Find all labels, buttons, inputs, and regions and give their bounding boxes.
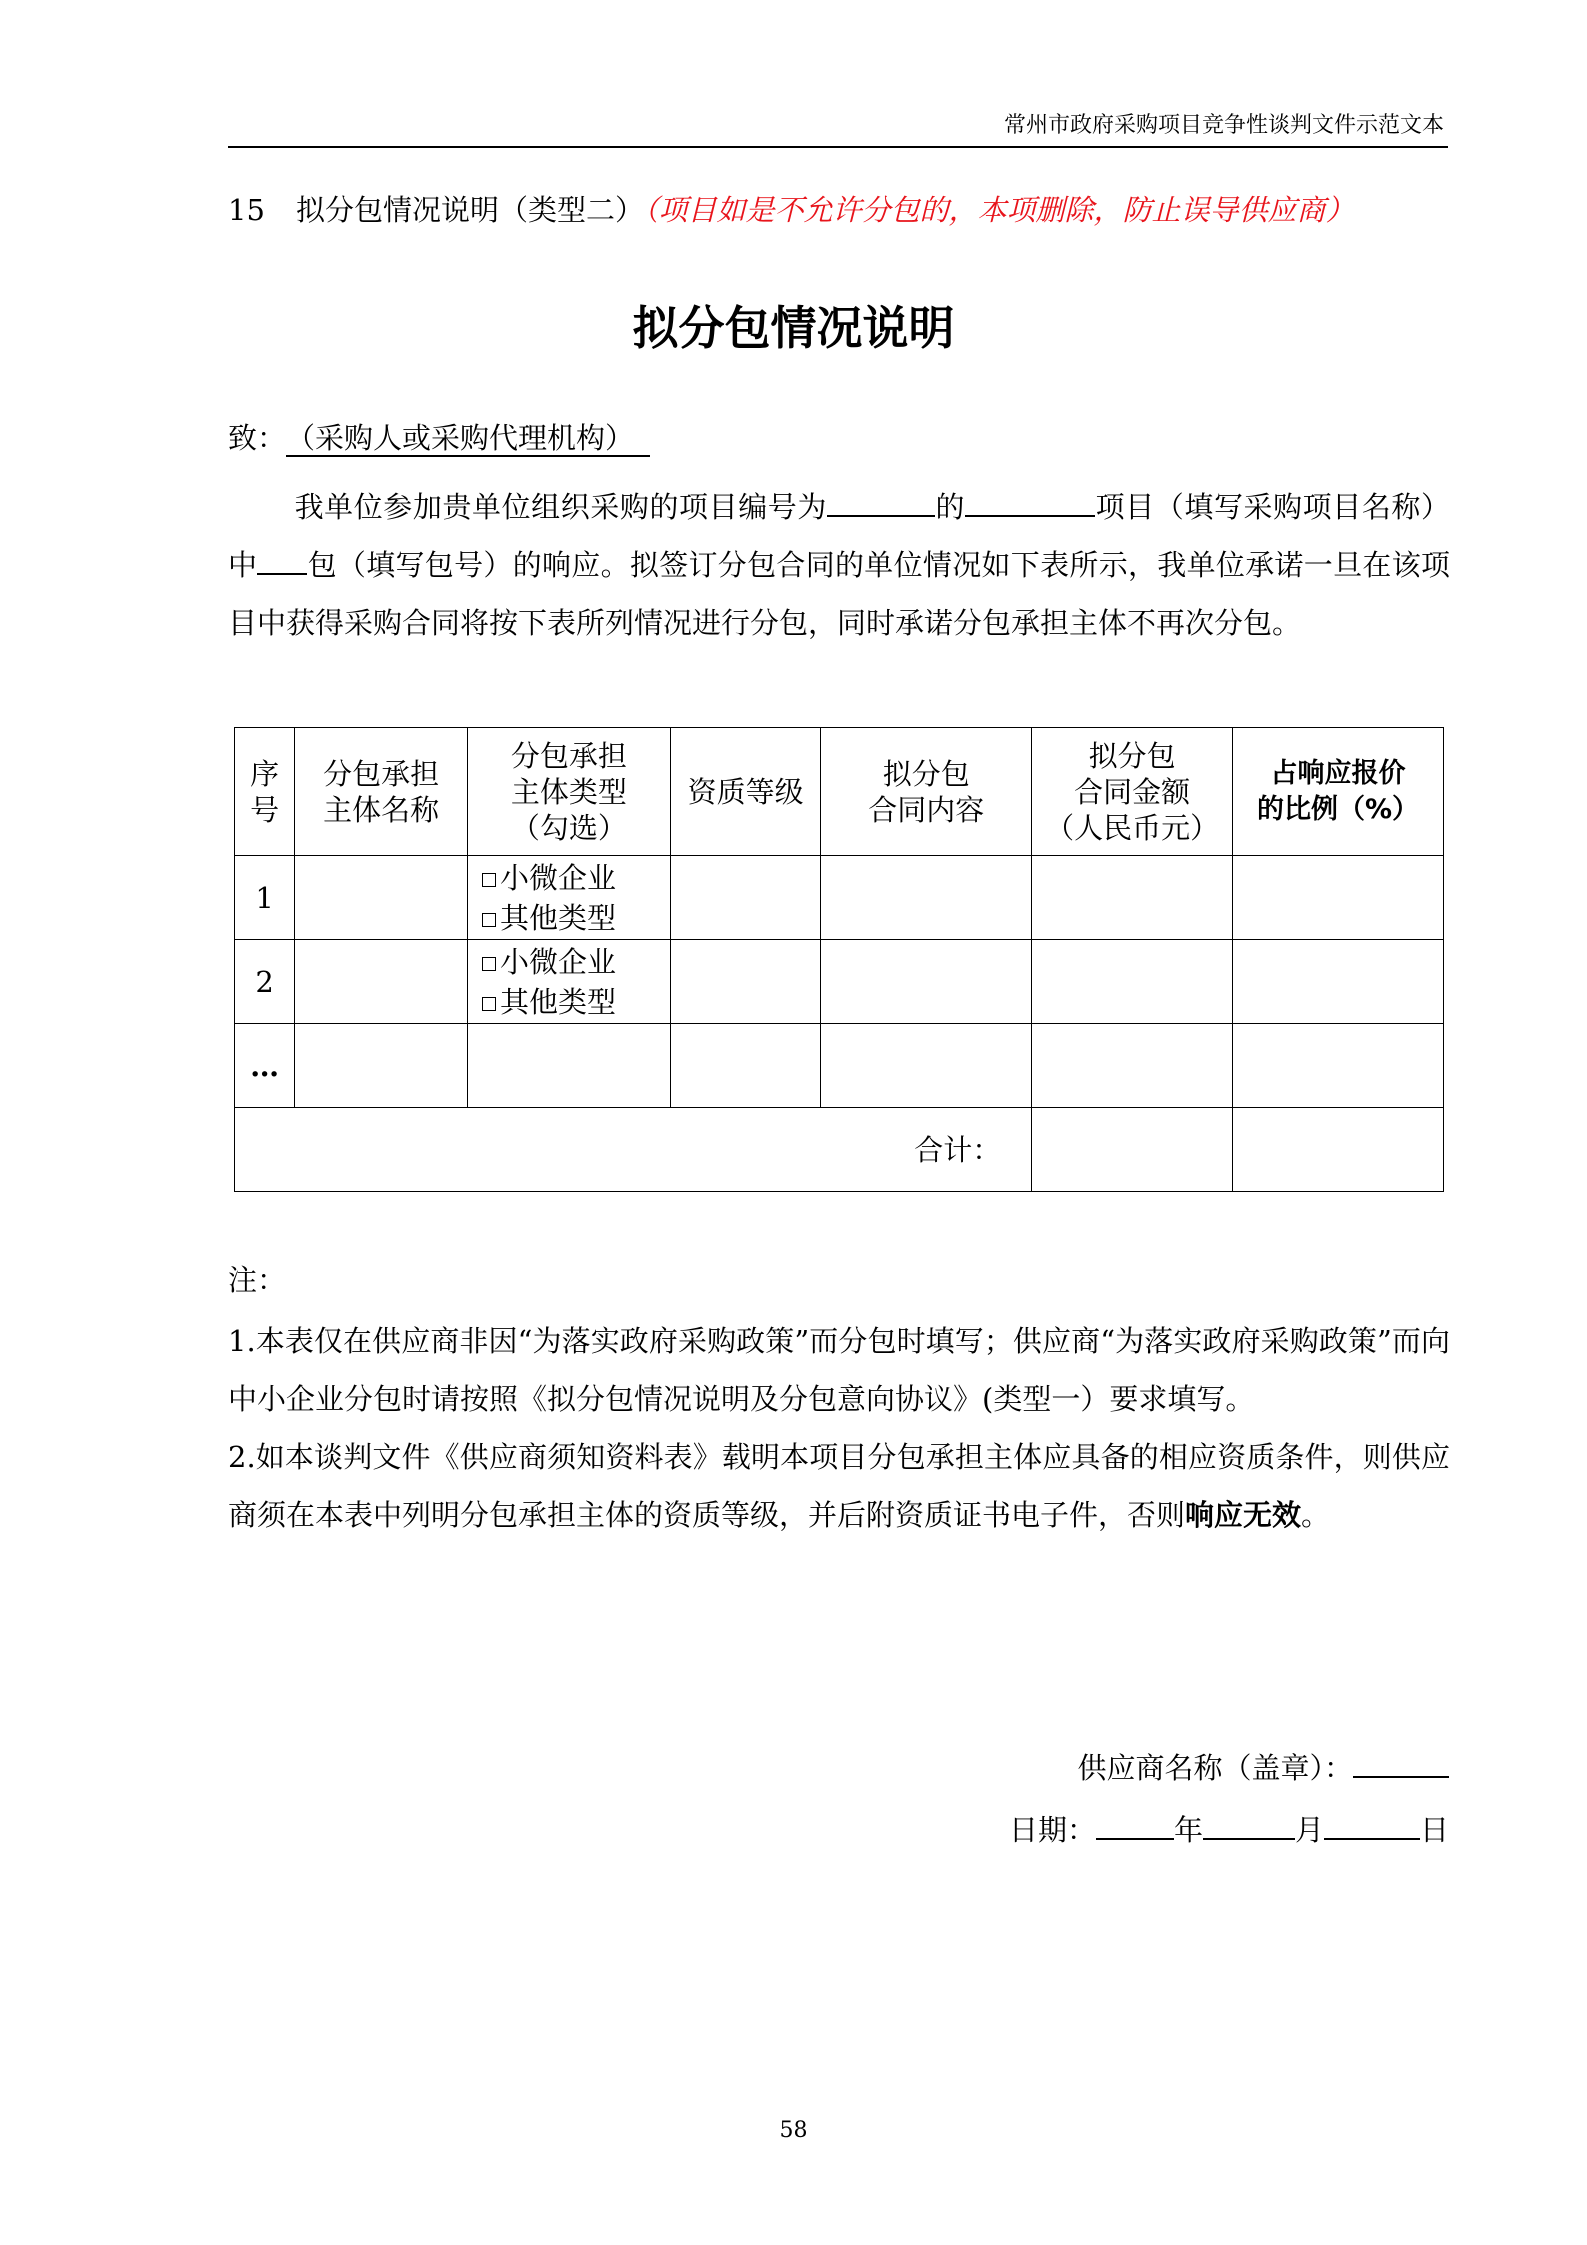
para-text-4: 包（填写包号）的响应。拟签订分包合同的单位情况如下表所示，我单位承诺一旦在该项目中获得采购合同将按下表所列情况进行分包，同时承诺分包承担主体不再次分包。 xyxy=(228,548,1450,640)
row-number: 1 xyxy=(235,856,295,940)
table-row xyxy=(235,856,1444,940)
supplier-label: 供应商名称（盖章）： xyxy=(1077,1751,1353,1785)
para-text-2: 的 xyxy=(934,490,966,524)
day-blank[interactable] xyxy=(1324,1808,1420,1840)
total-row xyxy=(235,1108,1444,1192)
checkbox-icon[interactable] xyxy=(482,957,496,971)
checkbox-icon[interactable] xyxy=(482,873,496,887)
total-label: 合计： xyxy=(235,1108,1032,1192)
col-header-qualification: 资质等级 xyxy=(670,728,821,856)
header-title: 常州市政府采购项目竞争性谈判文件示范文本 xyxy=(1003,113,1444,138)
notes-body xyxy=(228,1312,1450,1544)
para-text-1: 我单位参加贵单位组织采购的项目编号为 xyxy=(294,490,827,524)
document-title: 拟分包情况说明 xyxy=(632,301,955,355)
year-blank[interactable] xyxy=(1096,1808,1174,1840)
content-cell[interactable] xyxy=(821,1024,1032,1108)
addressee-label: 致： xyxy=(228,421,287,455)
page-number: 58 xyxy=(779,2118,808,2143)
supplier-signature-line xyxy=(1077,1746,1449,1788)
statement-paragraph xyxy=(228,478,1450,652)
table-header-row xyxy=(235,728,1444,856)
row-number: 2 xyxy=(235,940,295,1024)
page-header xyxy=(228,112,1448,148)
subcontract-table xyxy=(234,727,1444,1192)
section-title: 拟分包情况说明（类型二） xyxy=(296,193,645,227)
note-1: 1.本表仅在供应商非因“为落实政府采购政策”而分包时填写；供应商“为落实政府采购政策”而向中小企业分包时请按照《拟分包情况说明及分包意向协议》(类型一）要求填写。 xyxy=(228,1324,1450,1416)
amount-cell[interactable] xyxy=(1032,940,1233,1024)
content-cell[interactable] xyxy=(821,940,1032,1024)
type-checkbox-cell xyxy=(467,940,670,1024)
project-name-blank[interactable] xyxy=(965,485,1095,517)
total-amount-cell[interactable] xyxy=(1032,1108,1233,1192)
col-header-ratio: 占响应报价 的比例（%） xyxy=(1233,728,1444,856)
ratio-cell[interactable] xyxy=(1233,1024,1444,1108)
date-line xyxy=(1009,1808,1449,1850)
date-label: 日期： xyxy=(1008,1813,1096,1847)
type-cell[interactable] xyxy=(467,1024,670,1108)
month-blank[interactable] xyxy=(1203,1808,1295,1840)
col-header-content: 拟分包 合同内容 xyxy=(821,728,1032,856)
col-header-no: 序 号 xyxy=(235,728,295,856)
table-row xyxy=(235,1024,1444,1108)
total-ratio-cell[interactable] xyxy=(1233,1108,1444,1192)
year-label: 年 xyxy=(1173,1813,1203,1847)
section-heading xyxy=(228,190,1355,230)
col-header-amount: 拟分包 合同金额 （人民币元） xyxy=(1032,728,1233,856)
supplier-name-blank[interactable] xyxy=(1353,1746,1449,1778)
other-type-option[interactable]: 其他类型 xyxy=(482,898,670,938)
project-number-blank[interactable] xyxy=(827,485,935,517)
addressee-line xyxy=(228,418,650,458)
name-cell[interactable] xyxy=(295,940,468,1024)
small-micro-option[interactable]: 小微企业 xyxy=(482,942,670,982)
name-cell[interactable] xyxy=(295,1024,468,1108)
ratio-cell[interactable] xyxy=(1233,856,1444,940)
section-number: 15 xyxy=(228,193,265,227)
qualification-cell[interactable] xyxy=(670,1024,821,1108)
note-2: 2.如本谈判文件《供应商须知资料表》载明本项目分包承担主体应具备的相应资质条件，则供应商须在本表中列明分包承担主体的资质等级，并后附资质证书电子件，否则响应无效。 xyxy=(228,1440,1450,1532)
small-micro-option[interactable]: 小微企业 xyxy=(482,858,670,898)
qualification-cell[interactable] xyxy=(670,940,821,1024)
checkbox-icon[interactable] xyxy=(482,913,496,927)
month-label: 月 xyxy=(1294,1813,1324,1847)
note-2-emphasis: 响应无效 xyxy=(1185,1498,1302,1532)
amount-cell[interactable] xyxy=(1032,1024,1233,1108)
amount-cell[interactable] xyxy=(1032,856,1233,940)
para-text-3: 项目（填写采购项目名称）中 xyxy=(228,490,1450,582)
ratio-cell[interactable] xyxy=(1233,940,1444,1024)
addressee-value: （采购人或采购代理机构） xyxy=(286,421,650,457)
qualification-cell[interactable] xyxy=(670,856,821,940)
row-number: … xyxy=(235,1024,295,1108)
notes-title: 注： xyxy=(228,1263,287,1297)
package-number-blank[interactable] xyxy=(257,543,307,575)
content-cell[interactable] xyxy=(821,856,1032,940)
col-header-type: 分包承担 主体类型 （勾选） xyxy=(467,728,670,856)
col-header-name: 分包承担 主体名称 xyxy=(295,728,468,856)
section-deletion-note: （项目如是不允许分包的，本项删除，防止误导供应商） xyxy=(644,193,1355,227)
day-label: 日 xyxy=(1419,1813,1449,1847)
type-checkbox-cell xyxy=(467,856,670,940)
checkbox-icon[interactable] xyxy=(482,997,496,1011)
table-row xyxy=(235,940,1444,1024)
other-type-option[interactable]: 其他类型 xyxy=(482,982,670,1022)
name-cell[interactable] xyxy=(295,856,468,940)
